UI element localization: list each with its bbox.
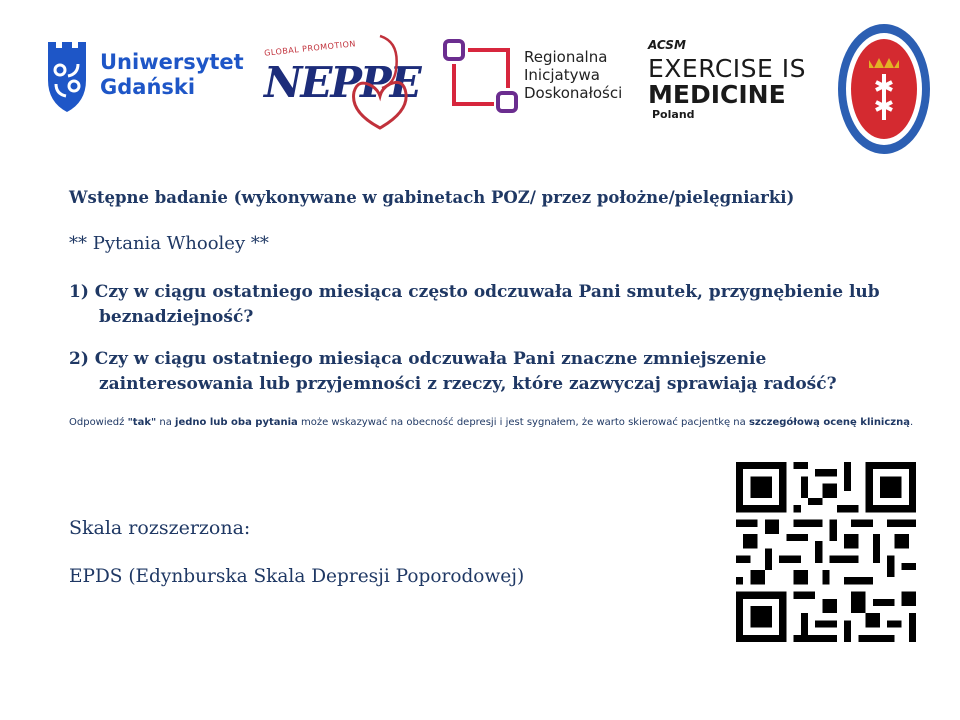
- ug-name: [100, 50, 244, 100]
- answer-note: [69, 414, 939, 431]
- rid-line1: Regionalna: [524, 48, 608, 66]
- rid-text: [524, 48, 622, 102]
- qr-code-icon[interactable]: [736, 462, 916, 642]
- university-gdansk-logo: [44, 38, 244, 118]
- note-tak: "tak": [127, 417, 157, 428]
- question-1: 1) Czy w ciągu ostatniego miesiąca często odczuwała Pani smutek, przygnębienie lub beznadziejność?: [69, 282, 880, 327]
- ug-name-line2: Gdański: [100, 75, 196, 99]
- rid-mark-icon: [442, 38, 520, 116]
- regional-initiative-logo: [442, 38, 632, 118]
- epds-title: EPDS (Edynburska Skala Depresji Poporodowej): [69, 566, 525, 587]
- note-end: .: [909, 417, 914, 428]
- extended-scale-label: Skala rozszerzona:: [69, 517, 251, 539]
- neppe-wordmark: NEPPE: [264, 58, 420, 107]
- note-mid1: na: [156, 417, 176, 428]
- neppe-tagline: GLOBAL PROMOTION: [263, 39, 357, 58]
- rid-line2: Inicjatywa: [524, 66, 600, 84]
- ug-shield-icon: [44, 38, 90, 116]
- rid-line3: Doskonałości: [524, 84, 623, 102]
- note-either: jedno lub oba pytania: [175, 417, 298, 428]
- awf-emblem-icon: [836, 22, 932, 156]
- note-mid2: może wskazywać na obecność depresji i jest sygnałem, że warto skierować pacjentkę na: [297, 417, 749, 428]
- whooley-heading: ** Pytania Whooley **: [69, 233, 269, 254]
- note-prefix: Odpowiedź: [69, 417, 128, 428]
- acsm-brand: ACSM: [648, 38, 686, 52]
- logo-bar: [0, 0, 960, 160]
- note-assessment: szczegółową ocenę kliniczną: [748, 417, 910, 428]
- exercise-is-medicine-logo: [648, 38, 808, 128]
- ug-name-line1: Uniwersytet: [100, 50, 244, 74]
- acsm-line1: EXERCISE IS: [648, 54, 807, 83]
- acsm-country: Poland: [652, 108, 695, 121]
- screening-intro: Wstępne badanie (wykonywane w gabinetach POZ/ przez położne/pielęgniarki): [69, 188, 795, 207]
- awf-gdansk-logo: [836, 22, 932, 156]
- question-2: 2) Czy w ciągu ostatniego miesiąca odczuwała Pani znaczne zmniejszenie zainteresowania lub przyjemności z rzeczy, które zazwyczaj sprawiają radość?: [69, 349, 837, 394]
- neppe-logo: [262, 30, 422, 130]
- acsm-line2: MEDICINE: [648, 80, 786, 109]
- heart-icon: [350, 34, 422, 130]
